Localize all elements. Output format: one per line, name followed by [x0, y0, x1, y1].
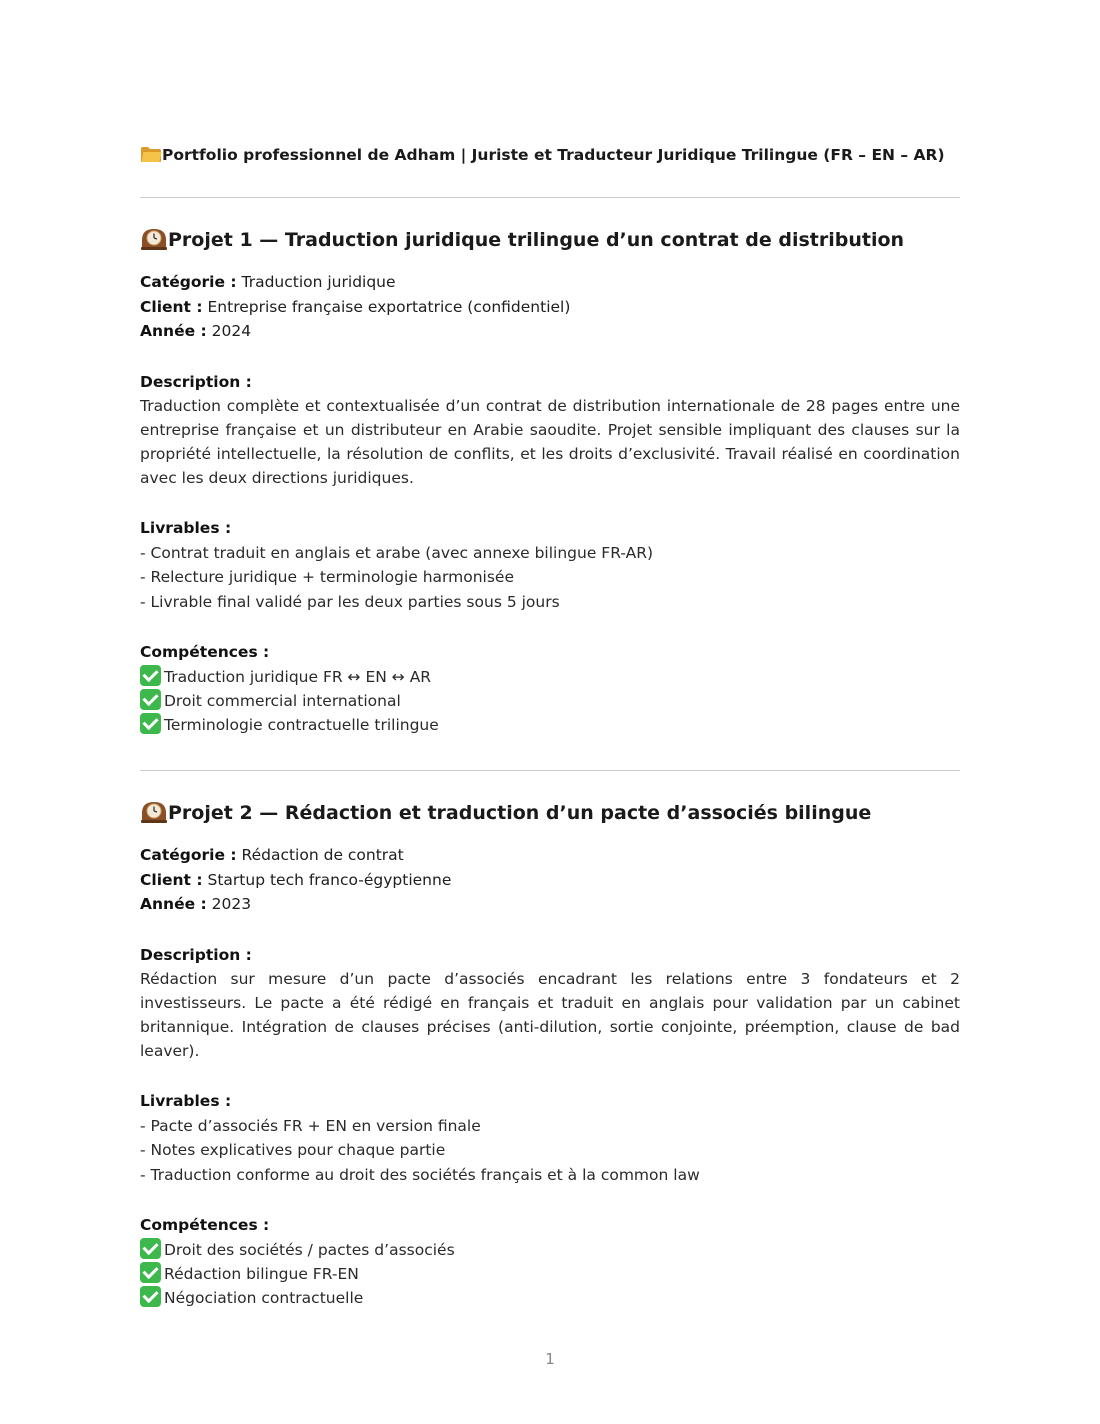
deliverable-item: - Relecture juridique + terminologie harmonisée	[140, 568, 514, 586]
deliverable-item: - Notes explicatives pour chaque partie	[140, 1141, 446, 1159]
project-meta	[140, 843, 960, 917]
skill-text: Rédaction bilingue FR-EN	[164, 1264, 359, 1283]
check-mark-icon	[140, 1238, 161, 1259]
divider	[140, 770, 960, 771]
skills-label: Compétences :	[140, 1216, 270, 1234]
document-title-text: Portfolio professionnel de Adham | Juriste et Traducteur Juridique Trilingue (FR – EN – AR)	[162, 146, 945, 164]
skill-item	[140, 1286, 960, 1310]
year-row	[140, 319, 960, 344]
project-title-text: Projet 2 — Rédaction et traduction d’un pacte d’associés bilingue	[168, 802, 872, 824]
folder-icon	[140, 146, 162, 163]
description-block	[140, 370, 960, 491]
client-label: Client :	[140, 870, 203, 889]
skills-block	[140, 1213, 960, 1310]
year-row	[140, 892, 960, 917]
deliverables-block	[140, 516, 960, 614]
client-row	[140, 868, 960, 893]
deliverables-label: Livrables :	[140, 519, 232, 537]
skill-text: Négociation contractuelle	[164, 1289, 364, 1308]
description-text: Rédaction sur mesure d’un pacte d’associés encadrant les relations entre 3 fondateurs et 2 investisseurs. Le pacte a été rédigé en français et traduit en anglais pour validation par un cabinet britannique. Intégration de clauses précises (anti-dilution, sortie conjointe, préemption, clause de bad leaver).	[140, 970, 960, 1060]
category-label: Catégorie :	[140, 846, 237, 864]
skill-item	[140, 713, 960, 737]
check-mark-icon	[140, 1286, 161, 1307]
skill-item	[140, 665, 960, 689]
mantelpiece-clock-icon	[140, 800, 168, 824]
project-meta	[140, 270, 960, 344]
project-title	[140, 225, 960, 255]
project-section	[140, 798, 960, 1310]
description-text: Traduction complète et contextualisée d’un contrat de distribution internationale de 28 pages entre une entreprise française et un distributeur en Arabie saoudite. Projet sensible impliquant des clauses sur la propriété intellectuelle, la résolution de conflits, et les droits d’exclusivité. Travail réalisé en coordination avec les deux directions juridiques.	[140, 397, 960, 487]
check-mark-icon	[140, 713, 161, 734]
description-label: Description :	[140, 945, 252, 964]
divider	[140, 197, 960, 198]
category-value: Traduction juridique	[241, 273, 396, 291]
client-value: Startup tech franco-égyptienne	[207, 870, 452, 889]
category-row	[140, 843, 960, 868]
skill-text: Traduction juridique FR ↔ EN ↔ AR	[164, 667, 432, 686]
check-mark-icon	[140, 1262, 161, 1283]
description-block	[140, 943, 960, 1064]
category-value: Rédaction de contrat	[241, 846, 404, 864]
skills-label: Compétences :	[140, 643, 270, 661]
description-label: Description :	[140, 372, 252, 391]
client-row	[140, 295, 960, 320]
category-row	[140, 270, 960, 295]
deliverables-label: Livrables :	[140, 1092, 232, 1110]
skill-item	[140, 689, 960, 713]
category-label: Catégorie :	[140, 273, 237, 291]
check-mark-icon	[140, 689, 161, 710]
deliverable-item: - Traduction conforme au droit des sociétés français et à la common law	[140, 1165, 700, 1184]
skills-block	[140, 640, 960, 737]
deliverable-item: - Livrable final validé par les deux parties sous 5 jours	[140, 592, 560, 611]
project-title	[140, 798, 960, 828]
client-value: Entreprise française exportatrice (confidentiel)	[207, 297, 571, 316]
deliverable-item: - Pacte d’associés FR + EN en version finale	[140, 1116, 481, 1135]
document-title	[140, 146, 945, 164]
deliverable-item: - Contrat traduit en anglais et arabe (avec annexe bilingue FR-AR)	[140, 543, 654, 562]
skill-text: Droit des sociétés / pactes d’associés	[164, 1240, 455, 1259]
skill-text: Droit commercial international	[164, 691, 401, 710]
page-number: 1	[545, 1350, 555, 1368]
skill-item	[140, 1262, 960, 1286]
project-title-text: Projet 1 — Traduction juridique trilingue d’un contrat de distribution	[168, 229, 905, 251]
year-label: Année :	[140, 322, 207, 340]
year-value: 2023	[211, 895, 252, 913]
deliverables-block	[140, 1089, 960, 1187]
year-value: 2024	[211, 322, 252, 340]
mantelpiece-clock-icon	[140, 227, 168, 251]
client-label: Client :	[140, 297, 203, 316]
skill-item	[140, 1238, 960, 1262]
year-label: Année :	[140, 895, 207, 913]
project-section	[140, 225, 960, 737]
check-mark-icon	[140, 665, 161, 686]
skill-text: Terminologie contractuelle trilingue	[164, 716, 439, 735]
